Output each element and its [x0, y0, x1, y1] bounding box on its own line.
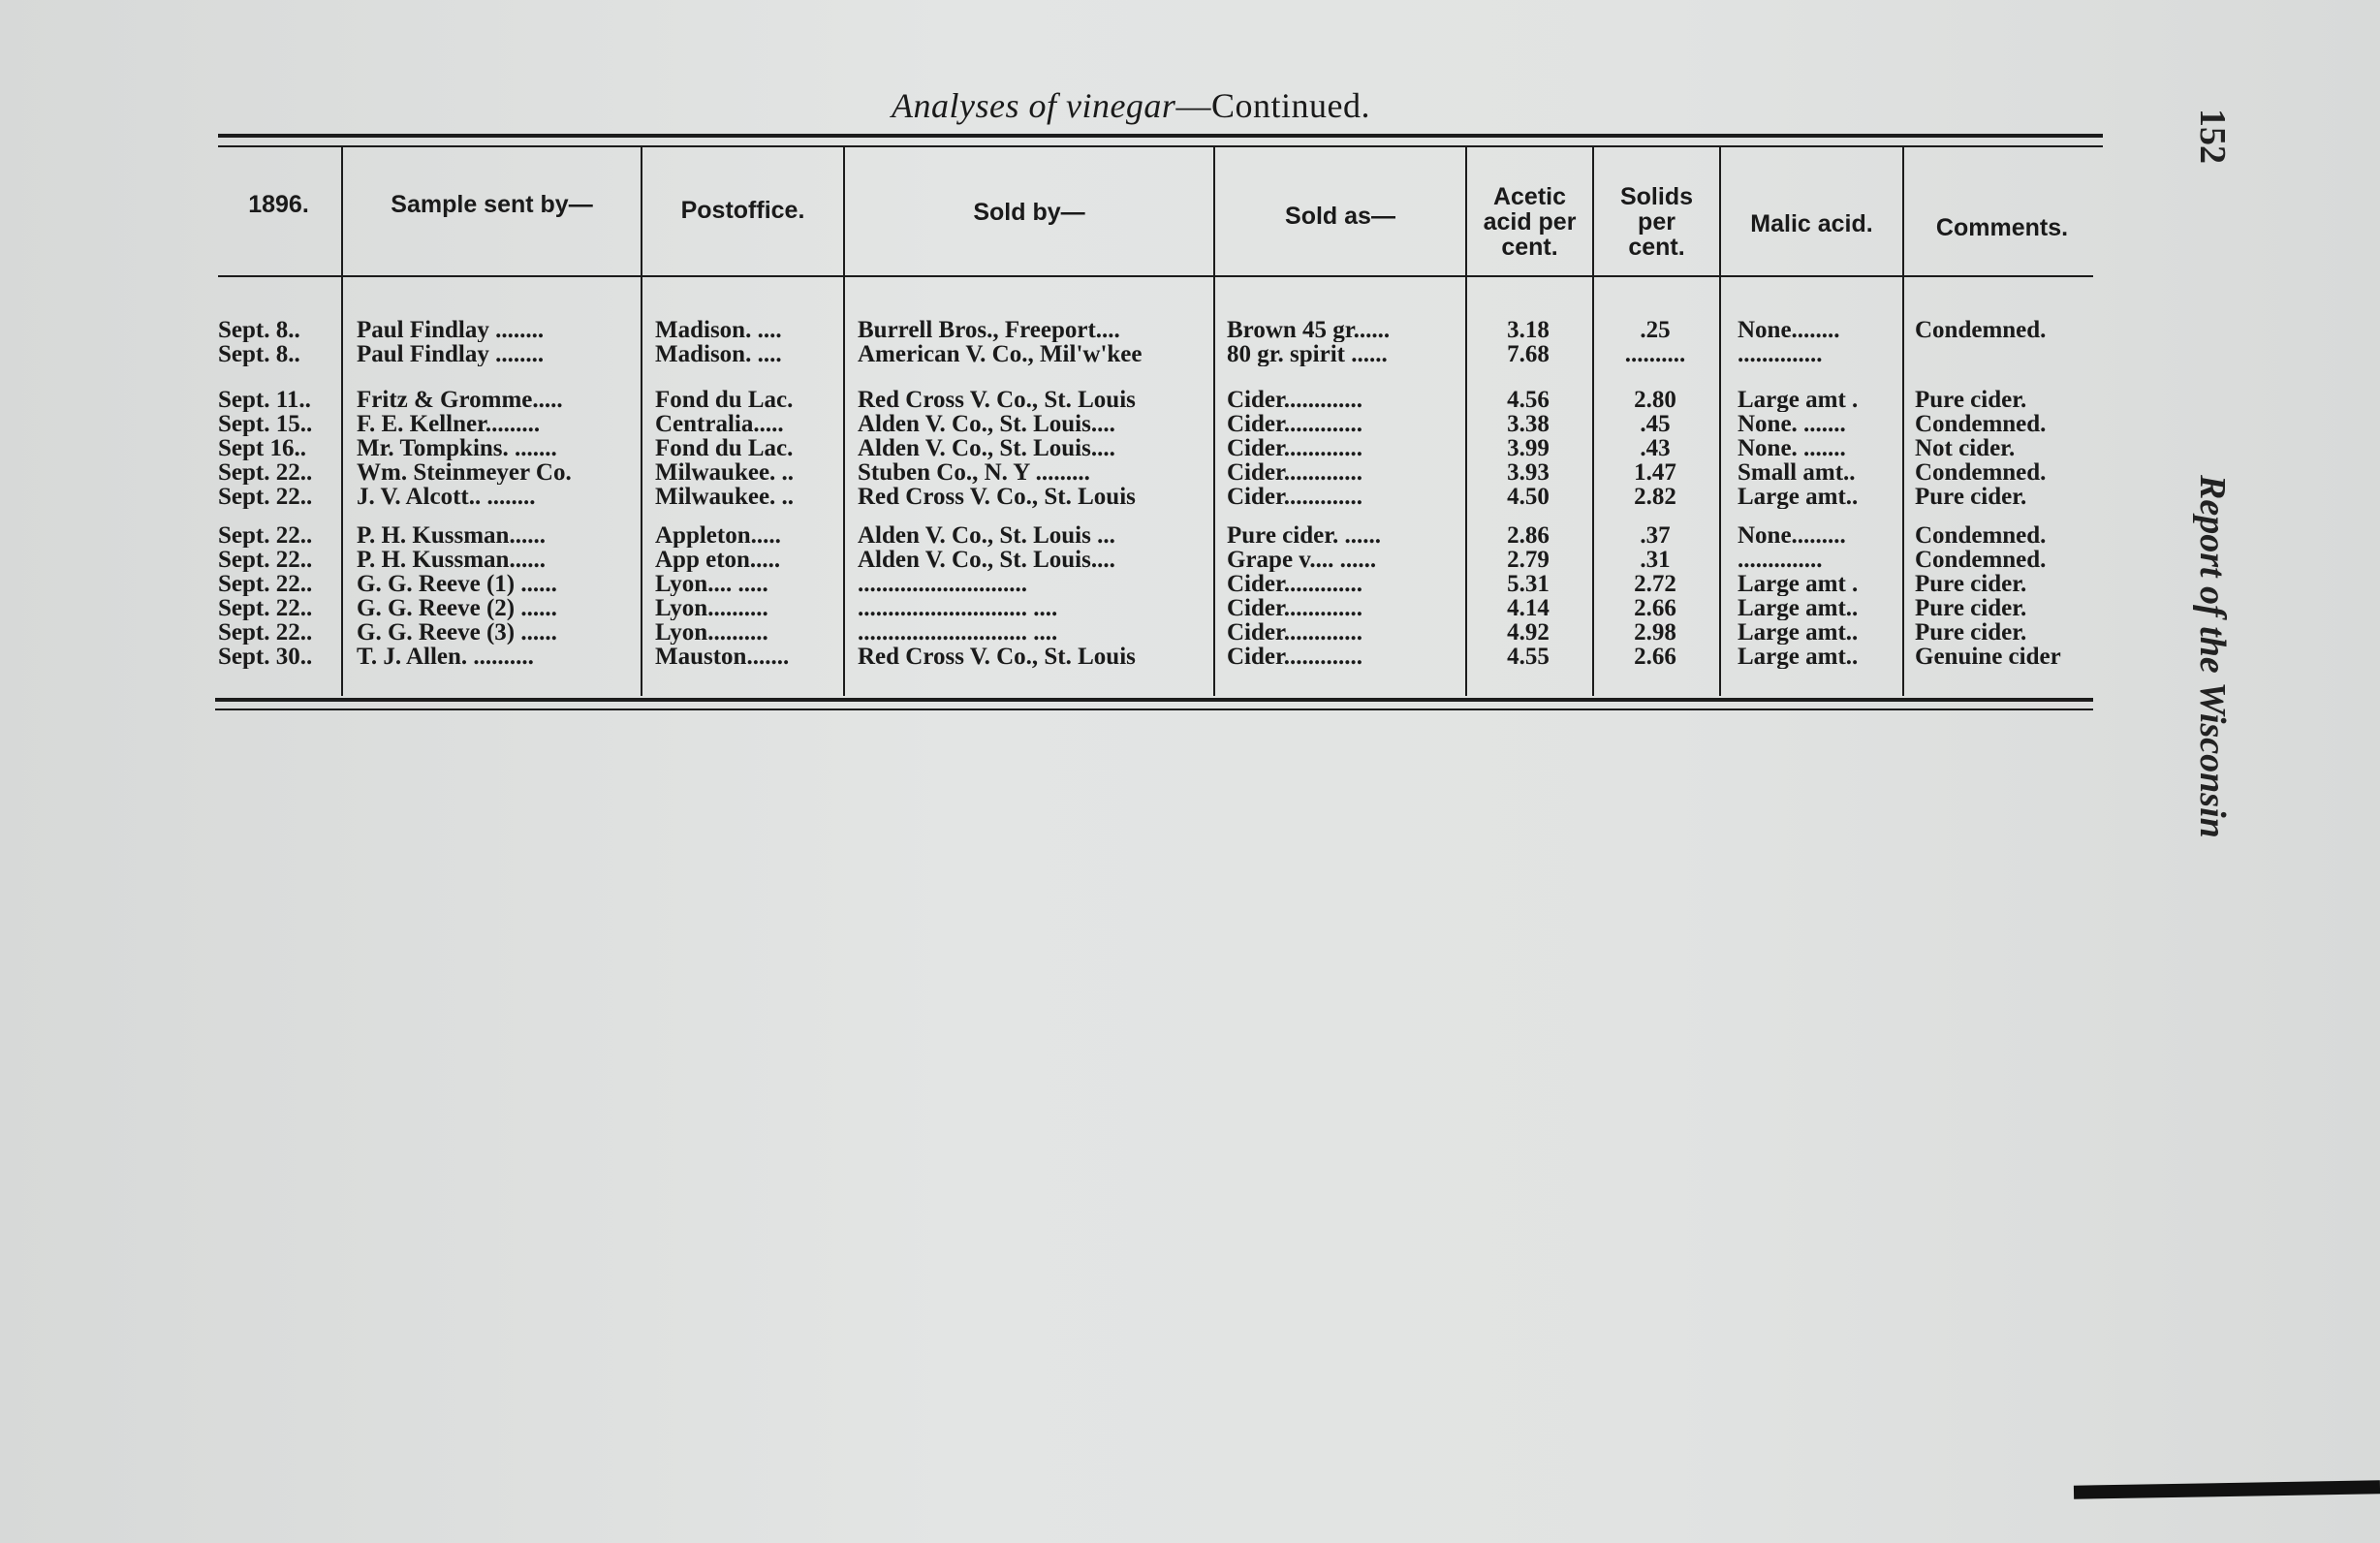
cell-comment: Pure cider.	[1915, 485, 2027, 509]
cell-solids: 1.47	[1634, 460, 1676, 485]
cell-date: Sept. 30..	[218, 645, 313, 669]
cell-malic: ..............	[1738, 548, 1823, 572]
cell-sender: G. G. Reeve (1) ......	[357, 572, 557, 596]
cell-solids: 2.98	[1634, 620, 1676, 645]
header-solids-text: Solids per cent.	[1619, 183, 1693, 261]
cell-solids: .31	[1640, 548, 1671, 572]
cell-sold-by: American V. Co., Mil'w'kee	[858, 342, 1143, 366]
header-underline	[218, 275, 2093, 277]
cell-sold-by: Alden V. Co., St. Louis ...	[858, 523, 1115, 548]
cell-date: Sept. 22..	[218, 548, 313, 572]
cell-acetic: 4.92	[1507, 620, 1550, 645]
cell-acetic: 2.86	[1507, 523, 1550, 548]
cell-sold-as: Cider.............	[1227, 485, 1363, 509]
cell-post: Mauston.......	[655, 645, 790, 669]
cell-comment: Condemned.	[1915, 548, 2047, 572]
cell-acetic: 5.31	[1507, 572, 1550, 596]
column-divider	[341, 147, 343, 696]
cell-date: Sept. 22..	[218, 620, 313, 645]
cell-malic: None........	[1738, 318, 1840, 342]
cell-solids: 2.66	[1634, 596, 1676, 620]
cell-sender: T. J. Allen. ..........	[357, 645, 534, 669]
cell-date: Sept. 22..	[218, 596, 313, 620]
cell-sender: Paul Findlay ........	[357, 342, 545, 366]
cell-malic: None. .......	[1738, 412, 1846, 436]
cell-post: Lyon..........	[655, 620, 768, 645]
cell-solids: 2.82	[1634, 485, 1676, 509]
cell-acetic: 3.99	[1507, 436, 1550, 460]
cell-malic: None. .......	[1738, 436, 1846, 460]
cell-sender: Mr. Tompkins. .......	[357, 436, 557, 460]
cell-sold-by: Red Cross V. Co., St. Louis	[858, 485, 1136, 509]
cell-sender: Paul Findlay ........	[357, 318, 545, 342]
column-divider	[1213, 147, 1215, 696]
cell-solids: 2.66	[1634, 645, 1676, 669]
page-number: 152	[2192, 109, 2233, 164]
cell-comment: Pure cider.	[1915, 572, 2027, 596]
table-title-rest: —Continued.	[1175, 86, 1370, 125]
cell-sold-as: Cider.............	[1227, 645, 1363, 669]
cell-comment: Condemned.	[1915, 318, 2047, 342]
header-sample-sent-by: Sample sent by—	[391, 191, 593, 218]
cell-sold-by: ............................ ....	[858, 596, 1058, 620]
cell-acetic: 7.68	[1507, 342, 1550, 366]
cell-malic: Large amt..	[1738, 620, 1859, 645]
cell-sold-as: Grape v.... ......	[1227, 548, 1377, 572]
cell-malic: Large amt..	[1738, 485, 1859, 509]
cell-comment: Condemned.	[1915, 523, 2047, 548]
cell-date: Sept. 22..	[218, 485, 313, 509]
column-divider	[843, 147, 845, 696]
bottom-rule-thin	[215, 709, 2093, 710]
cell-post: Fond du Lac.	[655, 436, 794, 460]
cell-sold-by: Red Cross V. Co., St. Louis	[858, 388, 1136, 412]
cell-sold-as: Cider.............	[1227, 620, 1363, 645]
cell-post: Milwaukee. ..	[655, 485, 795, 509]
cell-malic: Large amt .	[1738, 388, 1859, 412]
cell-sender: P. H. Kussman......	[357, 548, 546, 572]
cell-comment: Pure cider.	[1915, 620, 2027, 645]
cell-solids: .45	[1640, 412, 1671, 436]
page-edge-shadow	[2074, 1480, 2380, 1499]
cell-date: Sept 16..	[218, 436, 306, 460]
header-acetic-text: Acetic acid per cent.	[1483, 183, 1577, 261]
cell-sold-as: Cider.............	[1227, 412, 1363, 436]
cell-malic: Large amt .	[1738, 572, 1859, 596]
cell-acetic: 4.14	[1507, 596, 1550, 620]
cell-solids: ..........	[1624, 342, 1686, 366]
cell-date: Sept. 8..	[218, 342, 300, 366]
header-comments: Comments.	[1935, 214, 2069, 241]
cell-malic: Large amt..	[1738, 596, 1859, 620]
table-title	[892, 85, 1370, 126]
cell-solids: 2.80	[1634, 388, 1676, 412]
header-acetic	[1468, 184, 1591, 260]
cell-sender: G. G. Reeve (3) ......	[357, 620, 557, 645]
header-malic: Malic acid.	[1750, 210, 1873, 237]
cell-comment: Genuine cider	[1915, 645, 2061, 669]
cell-sender: Wm. Steinmeyer Co.	[357, 460, 572, 485]
cell-date: Sept. 8..	[218, 318, 300, 342]
cell-post: Centralia.....	[655, 412, 784, 436]
cell-acetic: 2.79	[1507, 548, 1550, 572]
cell-date: Sept. 22..	[218, 572, 313, 596]
cell-date: Sept. 22..	[218, 460, 313, 485]
header-sold-as: Sold as—	[1285, 203, 1395, 230]
header-solids	[1595, 184, 1718, 260]
cell-acetic: 3.93	[1507, 460, 1550, 485]
cell-solids: .25	[1640, 318, 1671, 342]
cell-sender: J. V. Alcott.. ........	[357, 485, 536, 509]
cell-acetic: 4.55	[1507, 645, 1550, 669]
cell-malic: Large amt..	[1738, 645, 1859, 669]
cell-date: Sept. 11..	[218, 388, 311, 412]
cell-sender: Fritz & Gromme.....	[357, 388, 563, 412]
cell-comment: Pure cider.	[1915, 596, 2027, 620]
cell-post: Appleton.....	[655, 523, 781, 548]
bottom-rule	[215, 698, 2093, 702]
cell-date: Sept. 22..	[218, 523, 313, 548]
cell-sender: P. H. Kussman......	[357, 523, 546, 548]
cell-post: Fond du Lac.	[655, 388, 794, 412]
cell-acetic: 3.18	[1507, 318, 1550, 342]
running-head: Report of the Wisconsin	[2192, 475, 2233, 838]
column-divider	[1719, 147, 1721, 696]
cell-acetic: 4.50	[1507, 485, 1550, 509]
cell-sold-as: Cider.............	[1227, 596, 1363, 620]
cell-comment: Pure cider.	[1915, 388, 2027, 412]
cell-sold-as: Pure cider. ......	[1227, 523, 1382, 548]
column-divider	[1902, 147, 1904, 696]
cell-date: Sept. 15..	[218, 412, 313, 436]
cell-sold-by: ............................	[858, 572, 1027, 596]
cell-acetic: 3.38	[1507, 412, 1550, 436]
cell-sender: G. G. Reeve (2) ......	[357, 596, 557, 620]
cell-post: Lyon..........	[655, 596, 768, 620]
cell-sold-by: Red Cross V. Co., St. Louis	[858, 645, 1136, 669]
column-divider	[641, 147, 642, 696]
cell-post: App eton.....	[655, 548, 781, 572]
cell-post: Lyon.... .....	[655, 572, 768, 596]
column-divider	[1465, 147, 1467, 696]
cell-malic: ..............	[1738, 342, 1823, 366]
cell-sold-by: Alden V. Co., St. Louis....	[858, 412, 1115, 436]
header-sold-by: Sold by—	[973, 199, 1085, 226]
cell-post: Madison. ....	[655, 318, 782, 342]
cell-sold-as: Cider.............	[1227, 460, 1363, 485]
cell-sold-by: ............................ ....	[858, 620, 1058, 645]
cell-sold-as: Brown 45 gr......	[1227, 318, 1391, 342]
cell-solids: .43	[1640, 436, 1671, 460]
top-rule-thin	[218, 145, 2103, 147]
header-year: 1896.	[248, 191, 309, 218]
table-title-italic: Analyses of vinegar	[892, 86, 1176, 125]
cell-comment: Condemned.	[1915, 412, 2047, 436]
cell-sender: F. E. Kellner.........	[357, 412, 541, 436]
top-rule	[218, 134, 2103, 138]
cell-sold-as: Cider.............	[1227, 572, 1363, 596]
cell-malic: None.........	[1738, 523, 1846, 548]
cell-post: Milwaukee. ..	[655, 460, 795, 485]
cell-post: Madison. ....	[655, 342, 782, 366]
cell-sold-by: Alden V. Co., St. Louis....	[858, 548, 1115, 572]
cell-malic: Small amt..	[1738, 460, 1856, 485]
cell-comment: Not cider.	[1915, 436, 2016, 460]
cell-acetic: 4.56	[1507, 388, 1550, 412]
cell-sold-by: Burrell Bros., Freeport....	[858, 318, 1120, 342]
cell-sold-by: Stuben Co., N. Y .........	[858, 460, 1090, 485]
cell-sold-as: Cider.............	[1227, 388, 1363, 412]
cell-solids: 2.72	[1634, 572, 1676, 596]
header-postoffice: Postoffice.	[680, 197, 805, 224]
cell-sold-as: Cider.............	[1227, 436, 1363, 460]
cell-solids: .37	[1640, 523, 1671, 548]
cell-sold-by: Alden V. Co., St. Louis....	[858, 436, 1115, 460]
cell-sold-as: 80 gr. spirit ......	[1227, 342, 1388, 366]
cell-comment: Condemned.	[1915, 460, 2047, 485]
column-divider	[1592, 147, 1594, 696]
